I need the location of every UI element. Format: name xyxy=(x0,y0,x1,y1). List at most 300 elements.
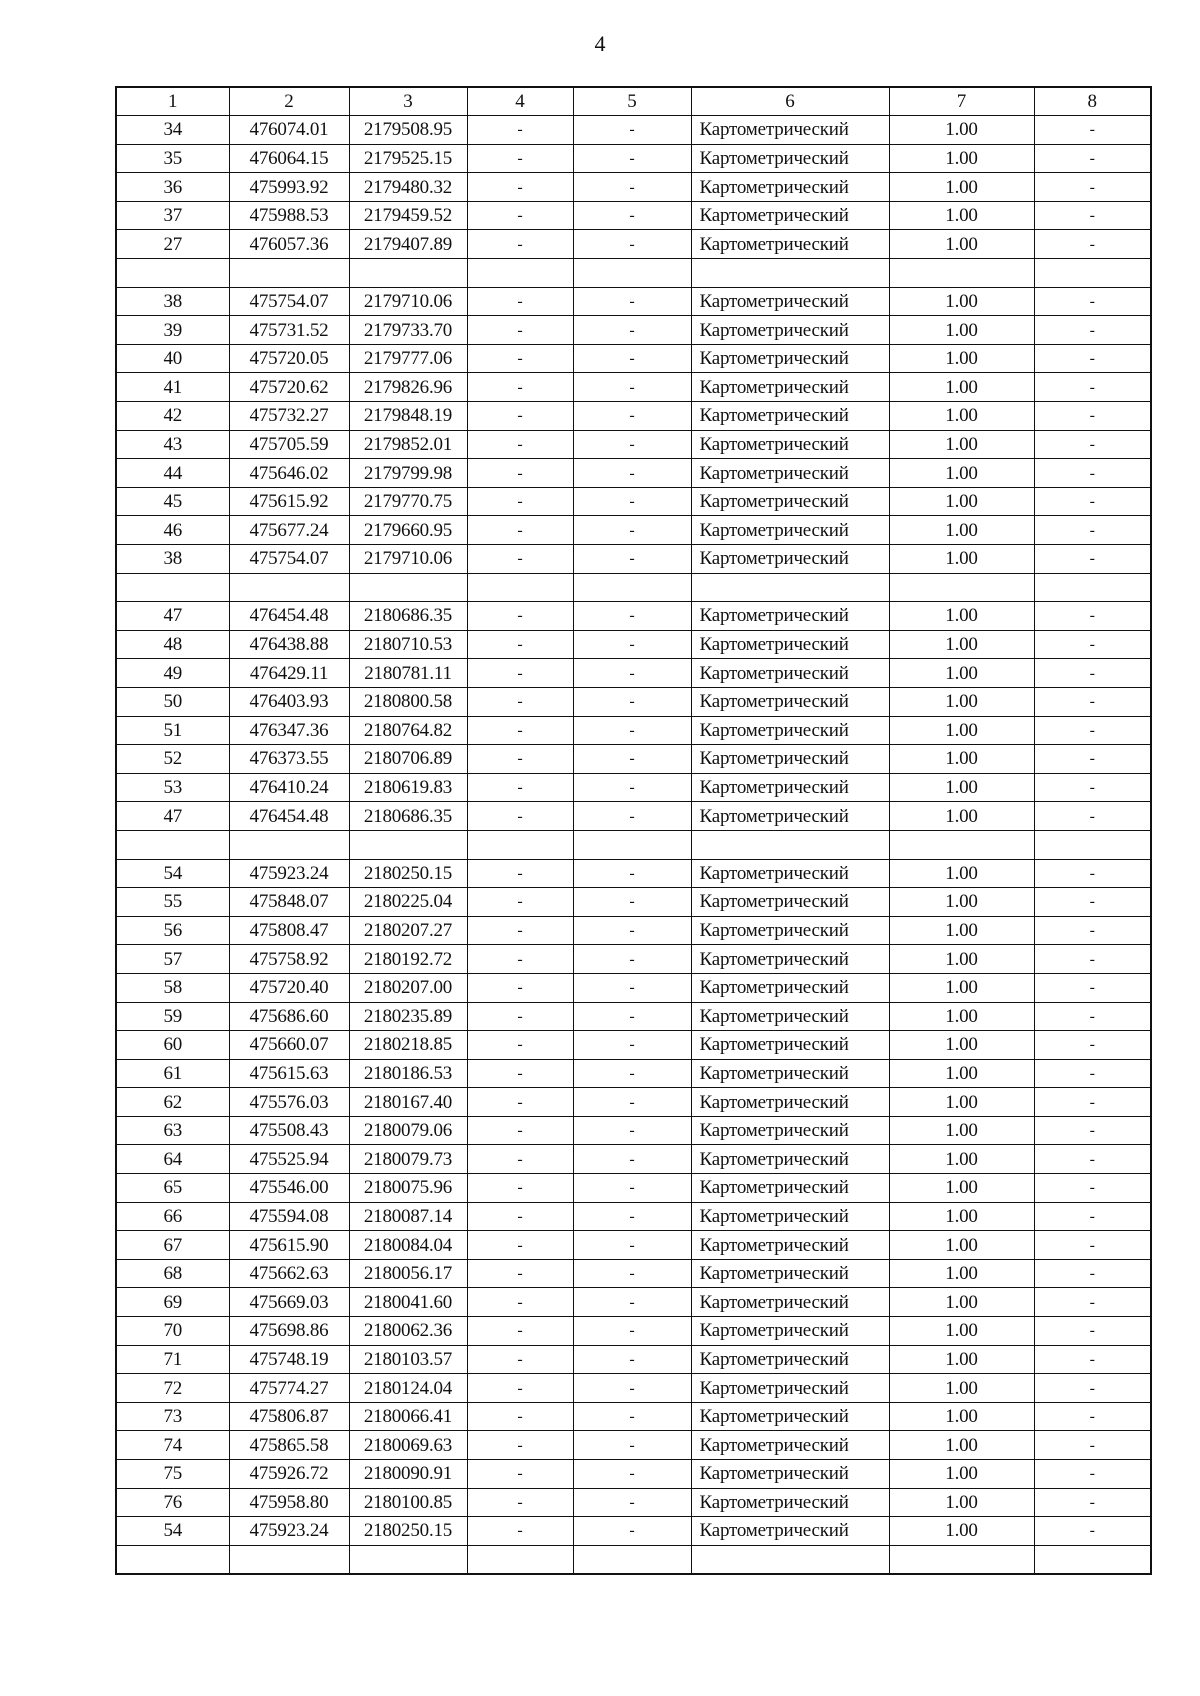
point-number-cell: 53 xyxy=(116,773,229,802)
column-8-cell: - xyxy=(1034,1002,1151,1031)
accuracy-cell xyxy=(889,573,1034,602)
point-number-cell: 73 xyxy=(116,1402,229,1431)
point-number-cell: 51 xyxy=(116,716,229,745)
method-cell: Картометрический xyxy=(691,373,889,402)
column-4-cell: - xyxy=(467,1002,573,1031)
column-5-cell: - xyxy=(573,487,691,516)
point-number-cell: 54 xyxy=(116,859,229,888)
table-row xyxy=(116,1259,1151,1288)
column-5-cell: - xyxy=(573,545,691,574)
column-4-cell: - xyxy=(467,373,573,402)
column-8-cell: - xyxy=(1034,1059,1151,1088)
point-number-cell: 41 xyxy=(116,373,229,402)
accuracy-cell: 1.00 xyxy=(889,487,1034,516)
column-4-cell: - xyxy=(467,144,573,173)
y-coordinate-cell xyxy=(349,259,467,288)
x-coordinate-cell: 475546.00 xyxy=(229,1174,349,1203)
column-5-cell: - xyxy=(573,859,691,888)
x-coordinate-cell: 475705.59 xyxy=(229,430,349,459)
table-row xyxy=(116,545,1151,574)
column-8-cell: - xyxy=(1034,602,1151,631)
accuracy-cell: 1.00 xyxy=(889,1116,1034,1145)
point-number-cell: 40 xyxy=(116,344,229,373)
y-coordinate-cell: 2180079.73 xyxy=(349,1145,467,1174)
table-row xyxy=(116,659,1151,688)
y-coordinate-cell: 2180800.58 xyxy=(349,687,467,716)
y-coordinate-cell: 2180066.41 xyxy=(349,1402,467,1431)
column-4-cell: - xyxy=(467,1431,573,1460)
table-row xyxy=(116,859,1151,888)
x-coordinate-cell: 475848.07 xyxy=(229,888,349,917)
x-coordinate-cell: 475926.72 xyxy=(229,1460,349,1489)
accuracy-cell: 1.00 xyxy=(889,802,1034,831)
x-coordinate-cell: 475677.24 xyxy=(229,516,349,545)
method-cell: Картометрический xyxy=(691,1116,889,1145)
column-5-cell xyxy=(573,1545,691,1574)
table-row xyxy=(116,602,1151,631)
y-coordinate-cell: 2180686.35 xyxy=(349,802,467,831)
column-8-cell: - xyxy=(1034,1431,1151,1460)
column-5-cell: - xyxy=(573,1317,691,1346)
accuracy-cell: 1.00 xyxy=(889,230,1034,259)
point-number-cell: 74 xyxy=(116,1431,229,1460)
coordinates-table xyxy=(115,86,1152,1575)
column-4-cell: - xyxy=(467,1202,573,1231)
column-5-cell: - xyxy=(573,144,691,173)
column-5-cell: - xyxy=(573,116,691,145)
header-cell: 6 xyxy=(691,87,889,116)
column-4-cell: - xyxy=(467,545,573,574)
x-coordinate-cell: 475662.63 xyxy=(229,1259,349,1288)
table-row xyxy=(116,1431,1151,1460)
method-cell: Картометрический xyxy=(691,945,889,974)
x-coordinate-cell: 475754.07 xyxy=(229,287,349,316)
header-cell: 7 xyxy=(889,87,1034,116)
method-cell: Картометрический xyxy=(691,201,889,230)
column-8-cell: - xyxy=(1034,430,1151,459)
accuracy-cell: 1.00 xyxy=(889,602,1034,631)
x-coordinate-cell: 476454.48 xyxy=(229,802,349,831)
y-coordinate-cell: 2179770.75 xyxy=(349,487,467,516)
method-cell: Картометрический xyxy=(691,430,889,459)
table-row xyxy=(116,1002,1151,1031)
table-row xyxy=(116,173,1151,202)
point-number-cell: 46 xyxy=(116,516,229,545)
point-number-cell: 45 xyxy=(116,487,229,516)
y-coordinate-cell: 2179710.06 xyxy=(349,545,467,574)
y-coordinate-cell: 2180207.27 xyxy=(349,916,467,945)
method-cell: Картометрический xyxy=(691,1202,889,1231)
column-4-cell: - xyxy=(467,1288,573,1317)
column-5-cell: - xyxy=(573,745,691,774)
method-cell: Картометрический xyxy=(691,630,889,659)
column-5-cell: - xyxy=(573,1402,691,1431)
column-5-cell: - xyxy=(573,1088,691,1117)
y-coordinate-cell: 2180218.85 xyxy=(349,1031,467,1060)
point-number-cell: 35 xyxy=(116,144,229,173)
table-body xyxy=(116,87,1151,1574)
accuracy-cell: 1.00 xyxy=(889,716,1034,745)
y-coordinate-cell: 2179480.32 xyxy=(349,173,467,202)
point-number-cell: 27 xyxy=(116,230,229,259)
accuracy-cell: 1.00 xyxy=(889,173,1034,202)
column-8-cell: - xyxy=(1034,144,1151,173)
accuracy-cell: 1.00 xyxy=(889,1488,1034,1517)
method-cell xyxy=(691,573,889,602)
table-row xyxy=(116,516,1151,545)
accuracy-cell: 1.00 xyxy=(889,659,1034,688)
y-coordinate-cell: 2180075.96 xyxy=(349,1174,467,1203)
column-4-cell: - xyxy=(467,659,573,688)
x-coordinate-cell: 475988.53 xyxy=(229,201,349,230)
method-cell: Картометрический xyxy=(691,173,889,202)
accuracy-cell: 1.00 xyxy=(889,373,1034,402)
x-coordinate-cell xyxy=(229,573,349,602)
method-cell: Картометрический xyxy=(691,230,889,259)
accuracy-cell: 1.00 xyxy=(889,1345,1034,1374)
y-coordinate-cell: 2180764.82 xyxy=(349,716,467,745)
point-number-cell: 61 xyxy=(116,1059,229,1088)
point-number-cell: 47 xyxy=(116,802,229,831)
point-number-cell: 34 xyxy=(116,116,229,145)
accuracy-cell: 1.00 xyxy=(889,687,1034,716)
column-8-cell: - xyxy=(1034,859,1151,888)
header-cell: 5 xyxy=(573,87,691,116)
point-number-cell: 64 xyxy=(116,1145,229,1174)
table-row xyxy=(116,1317,1151,1346)
x-coordinate-cell: 475576.03 xyxy=(229,1088,349,1117)
point-number-cell xyxy=(116,1545,229,1574)
table-row xyxy=(116,773,1151,802)
accuracy-cell: 1.00 xyxy=(889,1231,1034,1260)
y-coordinate-cell: 2179848.19 xyxy=(349,402,467,431)
y-coordinate-cell: 2180084.04 xyxy=(349,1231,467,1260)
column-8-cell: - xyxy=(1034,802,1151,831)
column-8-cell: - xyxy=(1034,230,1151,259)
y-coordinate-cell: 2180062.36 xyxy=(349,1317,467,1346)
table-separator-row xyxy=(116,259,1151,288)
column-5-cell xyxy=(573,573,691,602)
column-5-cell: - xyxy=(573,687,691,716)
accuracy-cell: 1.00 xyxy=(889,945,1034,974)
column-4-cell: - xyxy=(467,916,573,945)
method-cell xyxy=(691,259,889,288)
column-4-cell: - xyxy=(467,716,573,745)
column-4-cell: - xyxy=(467,230,573,259)
column-5-cell: - xyxy=(573,430,691,459)
column-8-cell: - xyxy=(1034,745,1151,774)
point-number-cell: 36 xyxy=(116,173,229,202)
column-5-cell: - xyxy=(573,344,691,373)
header-cell: 8 xyxy=(1034,87,1151,116)
column-8-cell: - xyxy=(1034,687,1151,716)
column-4-cell: - xyxy=(467,1174,573,1203)
column-8-cell: - xyxy=(1034,287,1151,316)
accuracy-cell: 1.00 xyxy=(889,344,1034,373)
column-5-cell: - xyxy=(573,916,691,945)
table-row xyxy=(116,144,1151,173)
table-row xyxy=(116,973,1151,1002)
y-coordinate-cell: 2179710.06 xyxy=(349,287,467,316)
header-cell: 3 xyxy=(349,87,467,116)
method-cell: Картометрический xyxy=(691,1345,889,1374)
x-coordinate-cell: 476373.55 xyxy=(229,745,349,774)
method-cell: Картометрический xyxy=(691,745,889,774)
column-8-cell: - xyxy=(1034,173,1151,202)
accuracy-cell xyxy=(889,259,1034,288)
header-cell: 4 xyxy=(467,87,573,116)
point-number-cell: 47 xyxy=(116,602,229,631)
point-number-cell: 62 xyxy=(116,1088,229,1117)
column-4-cell: - xyxy=(467,1145,573,1174)
table-row xyxy=(116,916,1151,945)
method-cell: Картометрический xyxy=(691,602,889,631)
x-coordinate-cell: 475720.05 xyxy=(229,344,349,373)
column-5-cell: - xyxy=(573,1488,691,1517)
point-number-cell: 69 xyxy=(116,1288,229,1317)
column-4-cell: - xyxy=(467,1031,573,1060)
accuracy-cell: 1.00 xyxy=(889,973,1034,1002)
accuracy-cell: 1.00 xyxy=(889,430,1034,459)
y-coordinate-cell: 2180167.40 xyxy=(349,1088,467,1117)
accuracy-cell: 1.00 xyxy=(889,116,1034,145)
column-4-cell: - xyxy=(467,1460,573,1489)
accuracy-cell: 1.00 xyxy=(889,630,1034,659)
column-5-cell: - xyxy=(573,1259,691,1288)
y-coordinate-cell: 2180124.04 xyxy=(349,1374,467,1403)
point-number-cell: 71 xyxy=(116,1345,229,1374)
column-4-cell: - xyxy=(467,287,573,316)
method-cell: Картометрический xyxy=(691,1374,889,1403)
x-coordinate-cell: 475748.19 xyxy=(229,1345,349,1374)
y-coordinate-cell: 2179508.95 xyxy=(349,116,467,145)
x-coordinate-cell: 475993.92 xyxy=(229,173,349,202)
x-coordinate-cell: 476410.24 xyxy=(229,773,349,802)
x-coordinate-cell: 475865.58 xyxy=(229,1431,349,1460)
column-8-cell: - xyxy=(1034,1345,1151,1374)
y-coordinate-cell: 2180069.63 xyxy=(349,1431,467,1460)
table-row xyxy=(116,1402,1151,1431)
accuracy-cell: 1.00 xyxy=(889,1059,1034,1088)
accuracy-cell: 1.00 xyxy=(889,1517,1034,1546)
accuracy-cell: 1.00 xyxy=(889,1145,1034,1174)
accuracy-cell: 1.00 xyxy=(889,773,1034,802)
method-cell: Картометрический xyxy=(691,1460,889,1489)
table-row xyxy=(116,1116,1151,1145)
point-number-cell xyxy=(116,259,229,288)
column-8-cell: - xyxy=(1034,373,1151,402)
x-coordinate-cell: 475615.63 xyxy=(229,1059,349,1088)
x-coordinate-cell xyxy=(229,1545,349,1574)
method-cell xyxy=(691,1545,889,1574)
column-5-cell: - xyxy=(573,945,691,974)
x-coordinate-cell: 475686.60 xyxy=(229,1002,349,1031)
table-header-row xyxy=(116,87,1151,116)
column-5-cell: - xyxy=(573,1517,691,1546)
method-cell: Картометрический xyxy=(691,716,889,745)
column-4-cell xyxy=(467,259,573,288)
column-8-cell: - xyxy=(1034,1460,1151,1489)
point-number-cell: 38 xyxy=(116,287,229,316)
x-coordinate-cell: 475720.62 xyxy=(229,373,349,402)
column-8-cell: - xyxy=(1034,545,1151,574)
column-8-cell: - xyxy=(1034,773,1151,802)
accuracy-cell: 1.00 xyxy=(889,1317,1034,1346)
accuracy-cell: 1.00 xyxy=(889,287,1034,316)
column-4-cell: - xyxy=(467,1116,573,1145)
column-4-cell: - xyxy=(467,745,573,774)
table-row xyxy=(116,344,1151,373)
method-cell: Картометрический xyxy=(691,344,889,373)
column-5-cell: - xyxy=(573,1059,691,1088)
column-4-cell: - xyxy=(467,1059,573,1088)
column-8-cell: - xyxy=(1034,630,1151,659)
method-cell: Картометрический xyxy=(691,1174,889,1203)
column-4-cell: - xyxy=(467,630,573,659)
method-cell: Картометрический xyxy=(691,1288,889,1317)
column-5-cell: - xyxy=(573,630,691,659)
point-number-cell: 68 xyxy=(116,1259,229,1288)
column-4-cell: - xyxy=(467,116,573,145)
column-5-cell: - xyxy=(573,287,691,316)
column-4-cell: - xyxy=(467,973,573,1002)
column-4-cell: - xyxy=(467,773,573,802)
column-8-cell: - xyxy=(1034,459,1151,488)
point-number-cell: 44 xyxy=(116,459,229,488)
column-5-cell: - xyxy=(573,516,691,545)
table-row xyxy=(116,1088,1151,1117)
column-8-cell: - xyxy=(1034,1488,1151,1517)
y-coordinate-cell: 2179852.01 xyxy=(349,430,467,459)
method-cell: Картометрический xyxy=(691,1402,889,1431)
y-coordinate-cell: 2180186.53 xyxy=(349,1059,467,1088)
x-coordinate-cell: 476438.88 xyxy=(229,630,349,659)
point-number-cell: 75 xyxy=(116,1460,229,1489)
column-5-cell: - xyxy=(573,888,691,917)
method-cell xyxy=(691,830,889,859)
column-5-cell: - xyxy=(573,1174,691,1203)
accuracy-cell: 1.00 xyxy=(889,201,1034,230)
y-coordinate-cell: 2179407.89 xyxy=(349,230,467,259)
x-coordinate-cell: 475774.27 xyxy=(229,1374,349,1403)
x-coordinate-cell: 475923.24 xyxy=(229,1517,349,1546)
column-5-cell: - xyxy=(573,1288,691,1317)
column-5-cell: - xyxy=(573,802,691,831)
accuracy-cell xyxy=(889,830,1034,859)
column-8-cell: - xyxy=(1034,487,1151,516)
column-4-cell: - xyxy=(467,430,573,459)
point-number-cell: 65 xyxy=(116,1174,229,1203)
y-coordinate-cell: 2180103.57 xyxy=(349,1345,467,1374)
x-coordinate-cell: 475615.90 xyxy=(229,1231,349,1260)
x-coordinate-cell: 475923.24 xyxy=(229,859,349,888)
y-coordinate-cell: 2179733.70 xyxy=(349,316,467,345)
x-coordinate-cell: 475508.43 xyxy=(229,1116,349,1145)
column-4-cell: - xyxy=(467,888,573,917)
column-8-cell: - xyxy=(1034,1145,1151,1174)
column-5-cell xyxy=(573,259,691,288)
column-4-cell: - xyxy=(467,1088,573,1117)
column-8-cell: - xyxy=(1034,973,1151,1002)
x-coordinate-cell: 476347.36 xyxy=(229,716,349,745)
table-row xyxy=(116,1145,1151,1174)
accuracy-cell: 1.00 xyxy=(889,144,1034,173)
column-8-cell: - xyxy=(1034,516,1151,545)
y-coordinate-cell xyxy=(349,573,467,602)
point-number-cell: 54 xyxy=(116,1517,229,1546)
table-row xyxy=(116,630,1151,659)
point-number-cell: 50 xyxy=(116,687,229,716)
method-cell: Картометрический xyxy=(691,1231,889,1260)
point-number-cell: 67 xyxy=(116,1231,229,1260)
point-number-cell xyxy=(116,830,229,859)
method-cell: Картометрический xyxy=(691,1317,889,1346)
column-8-cell: - xyxy=(1034,116,1151,145)
point-number-cell: 72 xyxy=(116,1374,229,1403)
table-row xyxy=(116,373,1151,402)
column-4-cell: - xyxy=(467,344,573,373)
x-coordinate-cell: 476057.36 xyxy=(229,230,349,259)
method-cell: Картометрический xyxy=(691,802,889,831)
column-4-cell: - xyxy=(467,201,573,230)
column-8-cell xyxy=(1034,1545,1151,1574)
method-cell: Картометрический xyxy=(691,487,889,516)
method-cell: Картометрический xyxy=(691,859,889,888)
accuracy-cell: 1.00 xyxy=(889,1288,1034,1317)
point-number-cell: 38 xyxy=(116,545,229,574)
column-5-cell: - xyxy=(573,659,691,688)
y-coordinate-cell: 2179826.96 xyxy=(349,373,467,402)
method-cell: Картометрический xyxy=(691,1431,889,1460)
point-number-cell: 48 xyxy=(116,630,229,659)
method-cell: Картометрический xyxy=(691,973,889,1002)
x-coordinate-cell: 476403.93 xyxy=(229,687,349,716)
column-8-cell: - xyxy=(1034,659,1151,688)
accuracy-cell: 1.00 xyxy=(889,1431,1034,1460)
column-8-cell: - xyxy=(1034,1174,1151,1203)
accuracy-cell: 1.00 xyxy=(889,888,1034,917)
method-cell: Картометрический xyxy=(691,459,889,488)
column-5-cell: - xyxy=(573,1202,691,1231)
column-5-cell: - xyxy=(573,402,691,431)
column-8-cell xyxy=(1034,259,1151,288)
column-8-cell: - xyxy=(1034,1317,1151,1346)
table-row xyxy=(116,1345,1151,1374)
method-cell: Картометрический xyxy=(691,516,889,545)
y-coordinate-cell: 2180781.11 xyxy=(349,659,467,688)
method-cell: Картометрический xyxy=(691,116,889,145)
y-coordinate-cell: 2180079.06 xyxy=(349,1116,467,1145)
column-4-cell: - xyxy=(467,945,573,974)
column-4-cell: - xyxy=(467,687,573,716)
column-4-cell: - xyxy=(467,402,573,431)
table-separator-row xyxy=(116,830,1151,859)
header-cell: 2 xyxy=(229,87,349,116)
table-separator-row xyxy=(116,1545,1151,1574)
column-8-cell: - xyxy=(1034,1374,1151,1403)
column-8-cell: - xyxy=(1034,945,1151,974)
column-8-cell: - xyxy=(1034,1402,1151,1431)
column-8-cell: - xyxy=(1034,201,1151,230)
column-4-cell: - xyxy=(467,516,573,545)
accuracy-cell: 1.00 xyxy=(889,1402,1034,1431)
y-coordinate-cell: 2179459.52 xyxy=(349,201,467,230)
x-coordinate-cell: 475806.87 xyxy=(229,1402,349,1431)
y-coordinate-cell: 2180041.60 xyxy=(349,1288,467,1317)
column-8-cell: - xyxy=(1034,1259,1151,1288)
point-number-cell: 55 xyxy=(116,888,229,917)
column-5-cell: - xyxy=(573,373,691,402)
